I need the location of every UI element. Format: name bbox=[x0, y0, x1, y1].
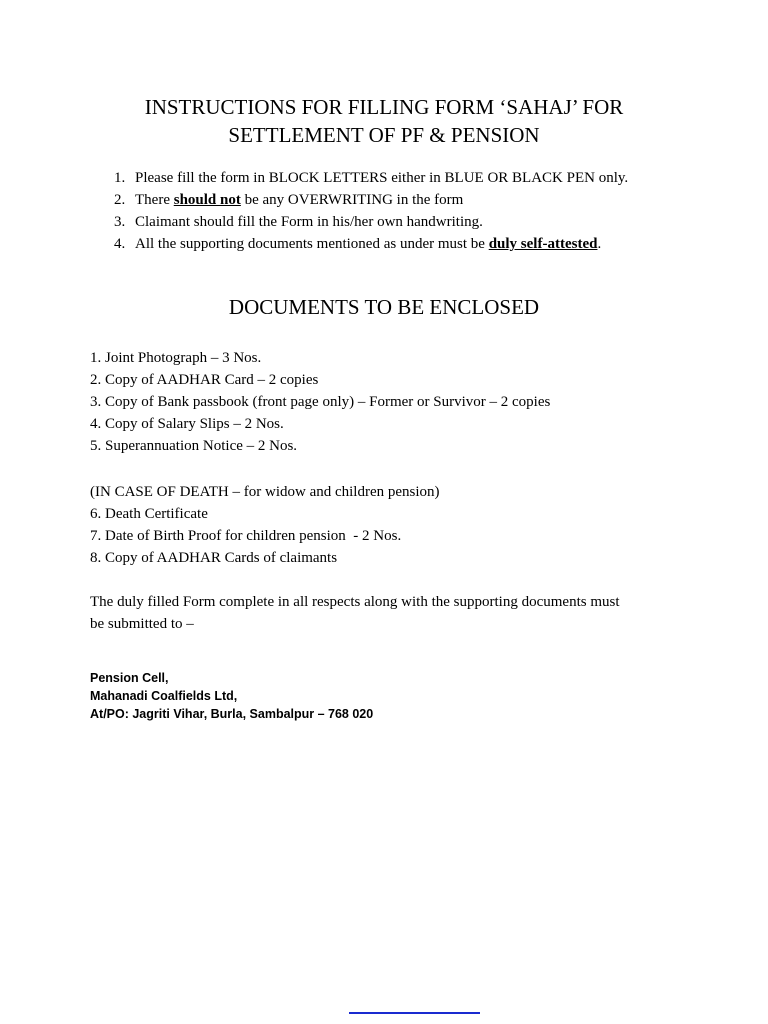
instruction-emphasis: duly self-attested bbox=[488, 236, 598, 252]
document-item: 8. Copy of AADHAR Cards of claimants bbox=[90, 550, 338, 566]
instruction-item bbox=[114, 189, 628, 211]
submission-line-2: be submitted to – bbox=[90, 616, 194, 632]
document-item: 5. Superannuation Notice – 2 Nos. bbox=[90, 438, 298, 454]
title-line-2: SETTLEMENT OF PF & PENSION bbox=[228, 123, 540, 147]
document-item: 1. Joint Photograph – 3 Nos. bbox=[90, 350, 262, 366]
address-block bbox=[90, 669, 373, 723]
instruction-number: 3. bbox=[114, 214, 126, 230]
instruction-item bbox=[114, 211, 628, 233]
death-case-heading: (IN CASE OF DEATH – for widow and children pension) bbox=[90, 484, 440, 500]
instruction-item bbox=[114, 167, 628, 189]
instruction-number: 1. bbox=[114, 170, 126, 186]
instruction-number: 2. bbox=[114, 192, 126, 208]
instruction-item bbox=[114, 233, 628, 255]
document-item: 2. Copy of AADHAR Card – 2 copies bbox=[90, 372, 319, 388]
instruction-number: 4. bbox=[114, 236, 126, 252]
address-line-1: Pension Cell, bbox=[90, 671, 169, 685]
instruction-text: Claimant should fill the Form in his/her own handwriting. bbox=[135, 214, 483, 230]
instructions-list bbox=[114, 167, 628, 255]
instruction-text: Please fill the form in BLOCK LETTERS either in BLUE OR BLACK PEN only. bbox=[135, 170, 629, 186]
document-item: 3. Copy of Bank passbook (front page only) – Former or Survivor – 2 copies bbox=[90, 394, 551, 410]
documents-list bbox=[90, 347, 550, 457]
instruction-text-after: be any OVERWRITING in the form bbox=[240, 192, 464, 208]
page-title bbox=[0, 93, 768, 149]
title-line-1: INSTRUCTIONS FOR FILLING FORM ‘SAHAJ’ FOR bbox=[144, 95, 624, 119]
instruction-text-after: . bbox=[597, 236, 602, 252]
death-case-list bbox=[90, 481, 440, 569]
submission-line-1: The duly filled Form complete in all respects along with the supporting documents must bbox=[90, 594, 620, 610]
document-item: 6. Death Certificate bbox=[90, 506, 208, 522]
documents-heading: DOCUMENTS TO BE ENCLOSED bbox=[228, 295, 540, 319]
address-line-2: Mahanadi Coalfields Ltd, bbox=[90, 689, 238, 703]
document-item: 4. Copy of Salary Slips – 2 Nos. bbox=[90, 416, 284, 432]
footer-link-underline[interactable] bbox=[349, 1012, 480, 1014]
instruction-emphasis: should not bbox=[173, 192, 241, 208]
document-item: 7. Date of Birth Proof for children pension - 2 Nos. bbox=[90, 528, 402, 544]
instruction-text-before: All the supporting documents mentioned as under must be bbox=[135, 236, 489, 252]
instruction-text-before: There bbox=[135, 192, 174, 208]
submission-paragraph bbox=[90, 591, 690, 635]
address-line-3: At/PO: Jagriti Vihar, Burla, Sambalpur – 768 020 bbox=[90, 707, 374, 721]
